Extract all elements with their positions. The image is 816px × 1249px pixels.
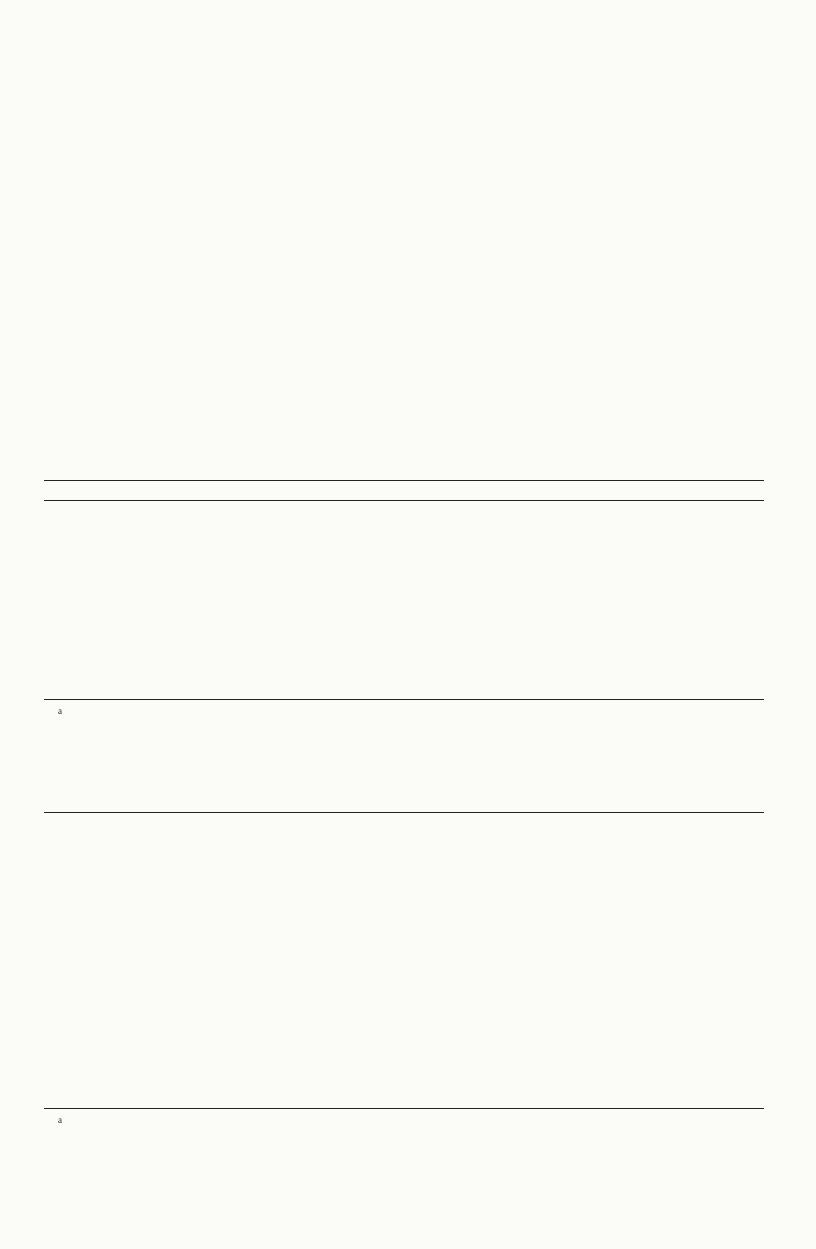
table4-top-rule (44, 480, 764, 481)
running-header (44, 78, 764, 100)
table4-bottom-rule (44, 699, 764, 700)
table4-header-rule (44, 500, 764, 501)
table5-footnotes: a (58, 1115, 62, 1125)
table5-top-rule (44, 812, 764, 813)
table5-bottom-rule (44, 1108, 764, 1109)
table4-footnotes: a (58, 706, 62, 716)
table4-caption (44, 442, 764, 460)
